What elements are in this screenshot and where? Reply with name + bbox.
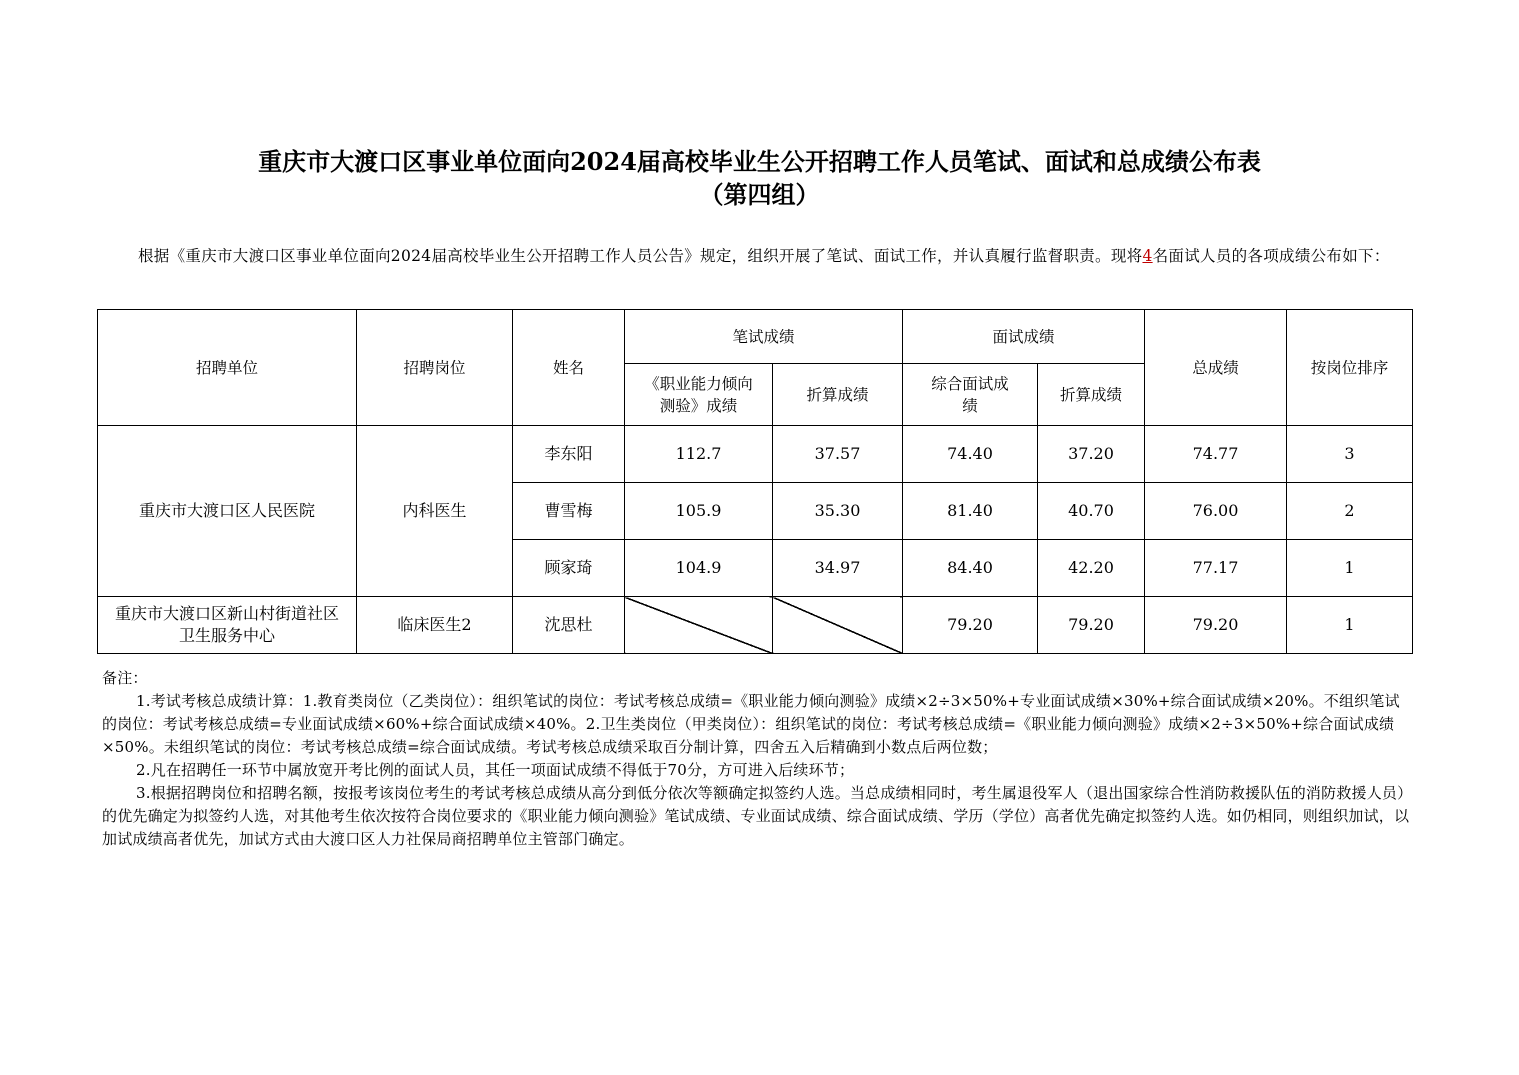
rank-cell: 2 xyxy=(1287,483,1413,540)
written-converted-cell: 35.30 xyxy=(773,483,903,540)
page-title: 重庆市大渡口区事业单位面向2024届高校毕业生公开招聘工作人员笔试、面试和总成绩公布表 xyxy=(258,147,1261,176)
name-cell: 沈思杜 xyxy=(513,597,625,654)
written-raw-cell: 104.9 xyxy=(625,540,773,597)
written-converted-cell: 34.97 xyxy=(773,540,903,597)
intro-count: 4 xyxy=(1142,247,1153,265)
rank-cell: 3 xyxy=(1287,426,1413,483)
scores-table xyxy=(97,309,1413,654)
written-raw-cell: 105.9 xyxy=(625,483,773,540)
note-item: 3.根据招聘岗位和招聘名额，按报考该岗位考生的考试考核总成绩从高分到低分依次等额确定拟签约人选。当总成绩相同时，考生属退役军人（退出国家综合性消防救援队伍的消防救援人员）的优先确定为拟签约人选，对其他考生依次按符合岗位要求的《职业能力倾向测验》笔试成绩、专业面试成绩、综合面试成绩、学历（学位）高者优先确定拟签约人选。如仍相同，则组织加试，以加试成绩高者优先，加试方式由大渡口区人力社保局商招聘单位主管部门确定。 xyxy=(102,784,1410,848)
header-rank: 按岗位排序 xyxy=(1287,310,1413,426)
written-converted-empty-cell xyxy=(773,597,903,654)
note-item: 2.凡在招聘任一环节中属放宽开考比例的面试人员，其任一项面试成绩不得低于70分，方可进入后续环节； xyxy=(136,761,855,779)
interview-raw-cell: 84.40 xyxy=(903,540,1038,597)
position-cell: 临床医生2 xyxy=(357,597,513,654)
notes-section xyxy=(102,667,1412,851)
interview-raw-cell: 79.20 xyxy=(903,597,1038,654)
header-name: 姓名 xyxy=(513,310,625,426)
header-written-converted: 折算成绩 xyxy=(773,364,903,426)
total-cell: 74.77 xyxy=(1145,426,1287,483)
interview-raw-cell: 81.40 xyxy=(903,483,1038,540)
written-raw-cell: 112.7 xyxy=(625,426,773,483)
notes-label: 备注： xyxy=(102,669,148,687)
interview-converted-cell: 37.20 xyxy=(1038,426,1145,483)
header-total: 总成绩 xyxy=(1145,310,1287,426)
page-subtitle: （第四组） xyxy=(699,180,820,209)
total-cell: 77.17 xyxy=(1145,540,1287,597)
intro-text-before: 根据《重庆市大渡口区事业单位面向2024届高校毕业生公开招聘工作人员公告》规定，组织开展了笔试、面试工作，并认真履行监督职责。现将 xyxy=(138,247,1143,265)
position-cell: 内科医生 xyxy=(357,426,513,597)
header-interview-converted: 折算成绩 xyxy=(1038,364,1145,426)
header-interview-raw: 综合面试成绩 xyxy=(903,364,1038,426)
header-written-raw: 《职业能力倾向测验》成绩 xyxy=(625,364,773,426)
name-cell: 李东阳 xyxy=(513,426,625,483)
intro-text-after: 名面试人员的各项成绩公布如下： xyxy=(1152,247,1390,265)
header-written-group: 笔试成绩 xyxy=(625,310,903,364)
rank-cell: 1 xyxy=(1287,597,1413,654)
header-unit: 招聘单位 xyxy=(98,310,357,426)
interview-converted-cell: 42.20 xyxy=(1038,540,1145,597)
unit-cell: 重庆市大渡口区人民医院 xyxy=(98,426,357,597)
rank-cell: 1 xyxy=(1287,540,1413,597)
interview-converted-cell: 40.70 xyxy=(1038,483,1145,540)
total-cell: 79.20 xyxy=(1145,597,1287,654)
name-cell: 顾家琦 xyxy=(513,540,625,597)
total-cell: 76.00 xyxy=(1145,483,1287,540)
note-item: 1.考试考核总成绩计算：1.教育类岗位（乙类岗位）：组织笔试的岗位：考试考核总成绩=《职业能力倾向测验》成绩×2÷3×50%+专业面试成绩×30%+综合面试成绩×20%。不组织笔试的岗位：考试考核总成绩=专业面试成绩×60%+综合面试成绩×40%。2.卫生类岗位（甲类岗位）：组织笔试的岗位：考试考核总成绩=《职业能力倾向测验》成绩×2÷3×50%+综合面试成绩×50%。未组织笔试的岗位：考试考核总成绩=综合面试成绩。考试考核总成绩采取百分制计算，四舍五入后精确到小数点后两位数； xyxy=(102,692,1400,756)
table-row xyxy=(98,597,1413,654)
header-interview-group: 面试成绩 xyxy=(903,310,1145,364)
interview-converted-cell: 79.20 xyxy=(1038,597,1145,654)
intro-paragraph xyxy=(102,244,1412,269)
interview-raw-cell: 74.40 xyxy=(903,426,1038,483)
written-converted-cell: 37.57 xyxy=(773,426,903,483)
name-cell: 曹雪梅 xyxy=(513,483,625,540)
unit-cell: 重庆市大渡口区新山村街道社区卫生服务中心 xyxy=(98,597,357,654)
table-row xyxy=(98,426,1413,483)
written-raw-empty-cell xyxy=(625,597,773,654)
header-position: 招聘岗位 xyxy=(357,310,513,426)
